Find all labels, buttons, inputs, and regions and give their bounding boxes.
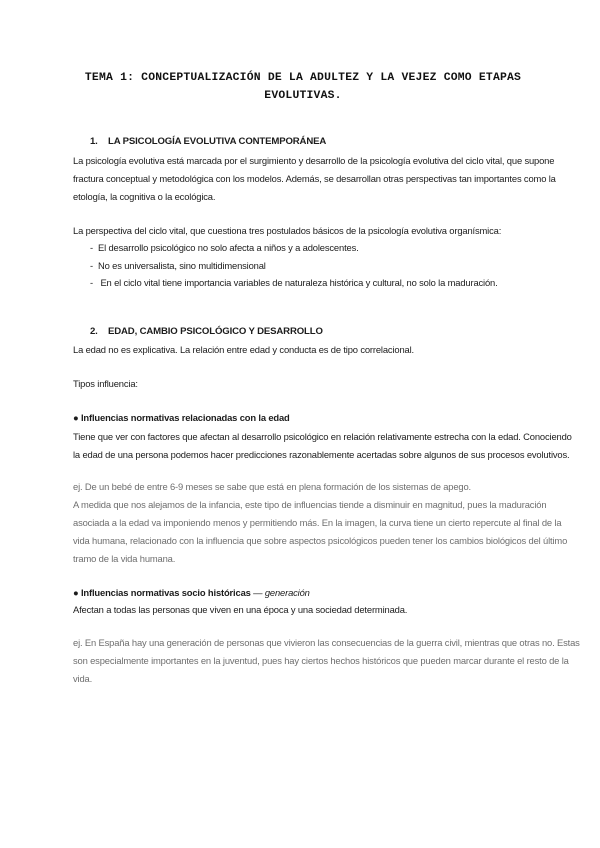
influence-heading xyxy=(73,584,310,602)
influence-heading-text: ● Influencias normativas socio históricas xyxy=(73,587,251,598)
paragraph-line: fractura conceptual y metodológica con los modelos. Además, se desarrollan otras perspectivas tan importantes como la xyxy=(73,173,556,184)
paragraph-line: Afectan a todas las personas que viven en una época y una sociedad determinada. xyxy=(73,604,408,615)
example-line: son especialmente importantes en la juventud, pues hay ciertos hechos históricos que pueden marcar durante el resto de la xyxy=(73,655,569,666)
section-number: 1. xyxy=(90,136,98,147)
paragraph-line: etología, la cognitiva o la ecológica. xyxy=(73,191,216,202)
example-line: ej. En España hay una generación de personas que vivieron las consecuencias de la guerra civil, mientras que otras no. Estas xyxy=(73,637,580,648)
paragraph-line: Tiene que ver con factores que afectan al desarrollo psicológico en relación relativamente estrecha con la edad. Conociendo xyxy=(73,431,572,442)
list-dash: - xyxy=(90,260,93,271)
paragraph-line: la edad de una persona podemos hacer predicciones razonablemente acertadas sobre algunos de sus procesos evolutivos. xyxy=(73,449,570,460)
list-dash: - xyxy=(90,242,93,253)
section-heading xyxy=(73,323,323,341)
example-line: vida humana, relacionado con la influencia que sobre aspectos psicológicos pueden tener los cambios biológicos del último xyxy=(73,535,568,546)
list-dash: - xyxy=(90,277,93,288)
list-item xyxy=(73,239,359,257)
document-title xyxy=(70,69,536,105)
section-heading xyxy=(73,133,326,151)
list-item xyxy=(73,274,498,292)
list-item xyxy=(73,257,266,275)
section-number: 2. xyxy=(90,326,98,337)
title-line: EVOLUTIVAS. xyxy=(264,90,342,102)
section-title: EDAD, CAMBIO PSICOLÓGICO Y DESARROLLO xyxy=(108,326,323,337)
section-title: LA PSICOLOGÍA EVOLUTIVA CONTEMPORÁNEA xyxy=(108,136,327,147)
paragraph-line: La edad no es explicativa. La relación entre edad y conducta es de tipo correlacional. xyxy=(73,344,414,355)
list-item-text: No es universalista, sino multidimensional xyxy=(98,260,266,271)
list-item-text: El desarrollo psicológico no solo afecta a niños y a adolescentes. xyxy=(98,242,359,253)
paragraph-line: La perspectiva del ciclo vital, que cuestiona tres postulados básicos de la psicología evolutiva organísmica: xyxy=(73,225,502,236)
influence-heading: ● Influencias normativas relacionadas con la edad xyxy=(73,412,290,423)
example-line: ej. De un bebé de entre 6-9 meses se sabe que está en plena formación de los sistemas de apego. xyxy=(73,481,471,492)
paragraph-line: La psicología evolutiva está marcada por el surgimiento y desarrollo de la psicología evolutiva del ciclo vital, que supone xyxy=(73,155,555,166)
example-line: tramo de la vida humana. xyxy=(73,553,176,564)
influence-heading-suffix: — generación xyxy=(250,587,310,598)
list-item-text: En el ciclo vital tiene importancia variables de naturaleza histórica y cultural, no solo la maduración. xyxy=(98,277,498,288)
example-line: A medida que nos alejamos de la infancia, este tipo de influencias tiende a disminuir en magnitud, pues la maduración xyxy=(73,499,547,510)
title-line: TEMA 1: CONCEPTUALIZACIÓN DE LA ADULTEZ Y LA VEJEZ COMO ETAPAS xyxy=(84,72,522,84)
example-line: asociada a la edad va imponiendo menos y permitiendo más. En la imagen, la curva tiene un cierto repercute al final de la xyxy=(73,517,562,528)
example-line: vida. xyxy=(73,673,93,684)
paragraph-line: Tipos influencia: xyxy=(73,378,138,389)
